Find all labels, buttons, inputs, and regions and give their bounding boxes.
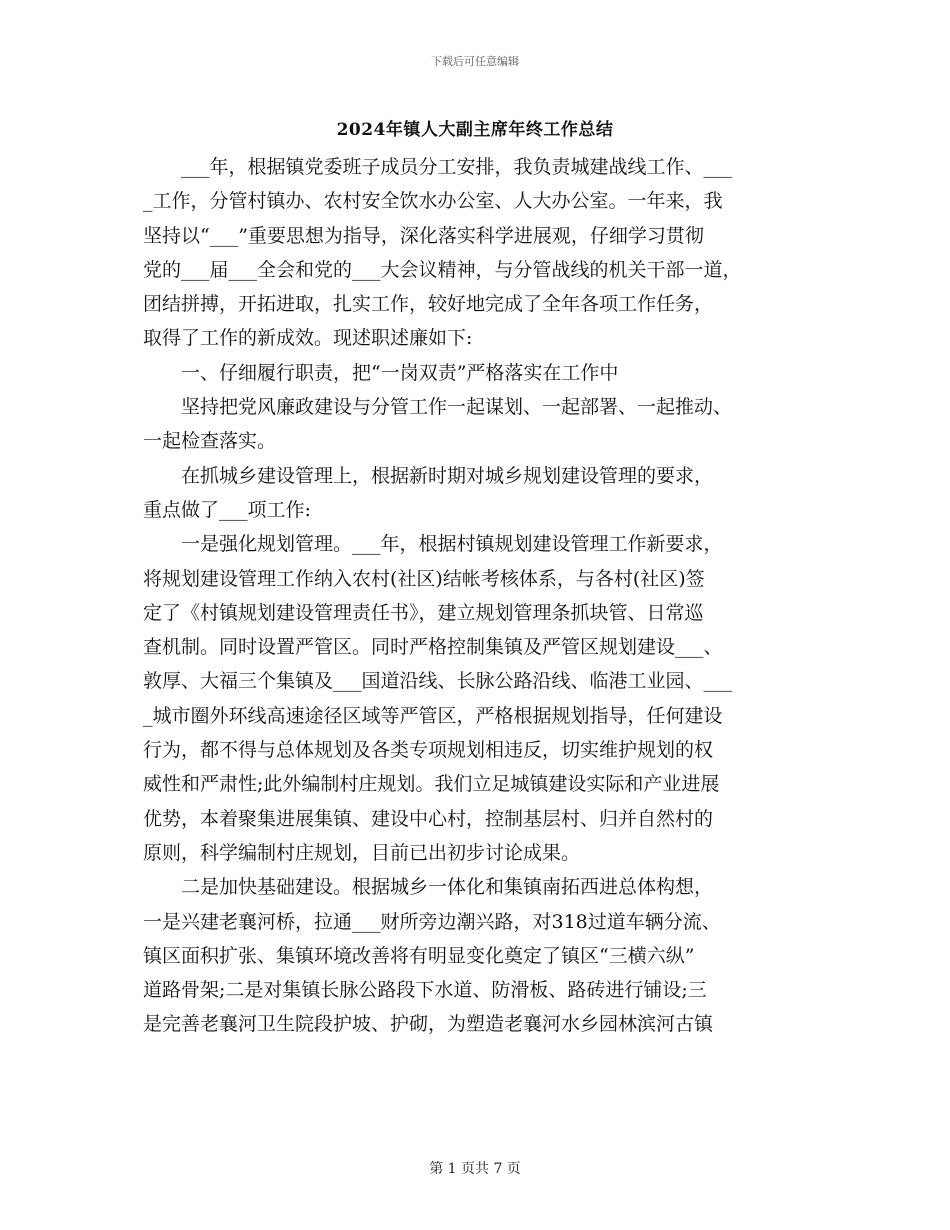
text-line: 重点做了___项工作: [143, 498, 311, 521]
text-line: 原则，科学编制村庄规划，目前已出初步讨论成果。 [143, 841, 581, 864]
text-line: 威性和严肃性;此外编制村庄规划。我们立足城镇建设实际和产业进展 [143, 773, 720, 796]
text-line: ___年，根据镇党委班子成员分工安排，我负责城建战线工作、___ [143, 156, 733, 178]
page-title: 2024年镇人大副主席年终工作总结 [336, 120, 614, 140]
text-line: 一、仔细履行职责，把“一岗双责”严格落实在工作中 [143, 361, 619, 384]
page-footer: 第 1 页共 7 页 [429, 1161, 521, 1177]
text-line: 一是强化规划管理。___年，根据村镇规划建设管理工作新要求， [143, 533, 723, 556]
text-line: 定了《村镇规划建设管理责任书》，建立规划管理条抓块管、日常巡 [143, 601, 704, 624]
text-line: 将规划建设管理工作纳入农村(社区)结帐考核体系，与各村(社区)签 [143, 567, 705, 590]
text-line: 坚持把党风廉政建设与分管工作一起谋划、一起部署、一起推动、 [143, 396, 733, 419]
text-line: 敦厚、大福三个集镇及___国道沿线、长脉公路沿线、临港工业园、___ [143, 670, 733, 693]
text-line: 查机制。同时设置严管区。同时严格控制集镇及严管区规划建设___、 [143, 636, 723, 659]
text-line: 团结拼搏，开拓进取，扎实工作，较好地完成了全年各项工作任务， [143, 293, 714, 316]
text-line: 一是兴建老襄河桥，拉通___财所旁边潮兴路，对318过道车辆分流、 [143, 910, 721, 933]
text-line: 镇区面积扩张、集镇环境改善将有明显变化奠定了镇区“三横六纵” [143, 944, 695, 967]
text-line: 优势，本着聚集进展集镇、建设中心村，控制基层村、归并自然村的 [143, 807, 714, 830]
text-line: 二是加快基础建设。根据城乡一体化和集镇南拓西进总体构想， [143, 876, 714, 899]
text-line: 一起检查落实。 [143, 430, 277, 453]
text-line: _工作，分管村镇办、农村安全饮水办公室、人大办公室。一年来，我 [143, 190, 723, 213]
header-note: 下载后可任意编辑 [431, 55, 519, 68]
text-line: 在抓城乡建设管理上，根据新时期对城乡规划建设管理的要求， [143, 464, 714, 487]
text-line: 行为，都不得与总体规划及各类专项规划相违反，切实维护规划的权 [143, 739, 714, 762]
text-line: _城市圈外环线高速途径区域等严管区，严格根据规划指导，任何建设 [143, 704, 723, 727]
text-line: 取得了工作的新成效。现述职述廉如下: [143, 327, 473, 350]
text-line: 党的___届___全会和党的___大会议精神，与分管战线的机关干部一道， [143, 258, 742, 281]
text-line: 是完善老襄河卫生院段护坡、护砌，为塑造老襄河水乡园林滨河古镇 [143, 1013, 714, 1036]
text-line: 道路骨架;二是对集镇长脉公路段下水道、防滑板、路砖进行铺设;三 [143, 979, 707, 1002]
text-line: 坚持以“___”重要思想为指导，深化落实科学进展观，仔细学习贯彻 [143, 224, 704, 247]
document-body [143, 150, 815, 1042]
